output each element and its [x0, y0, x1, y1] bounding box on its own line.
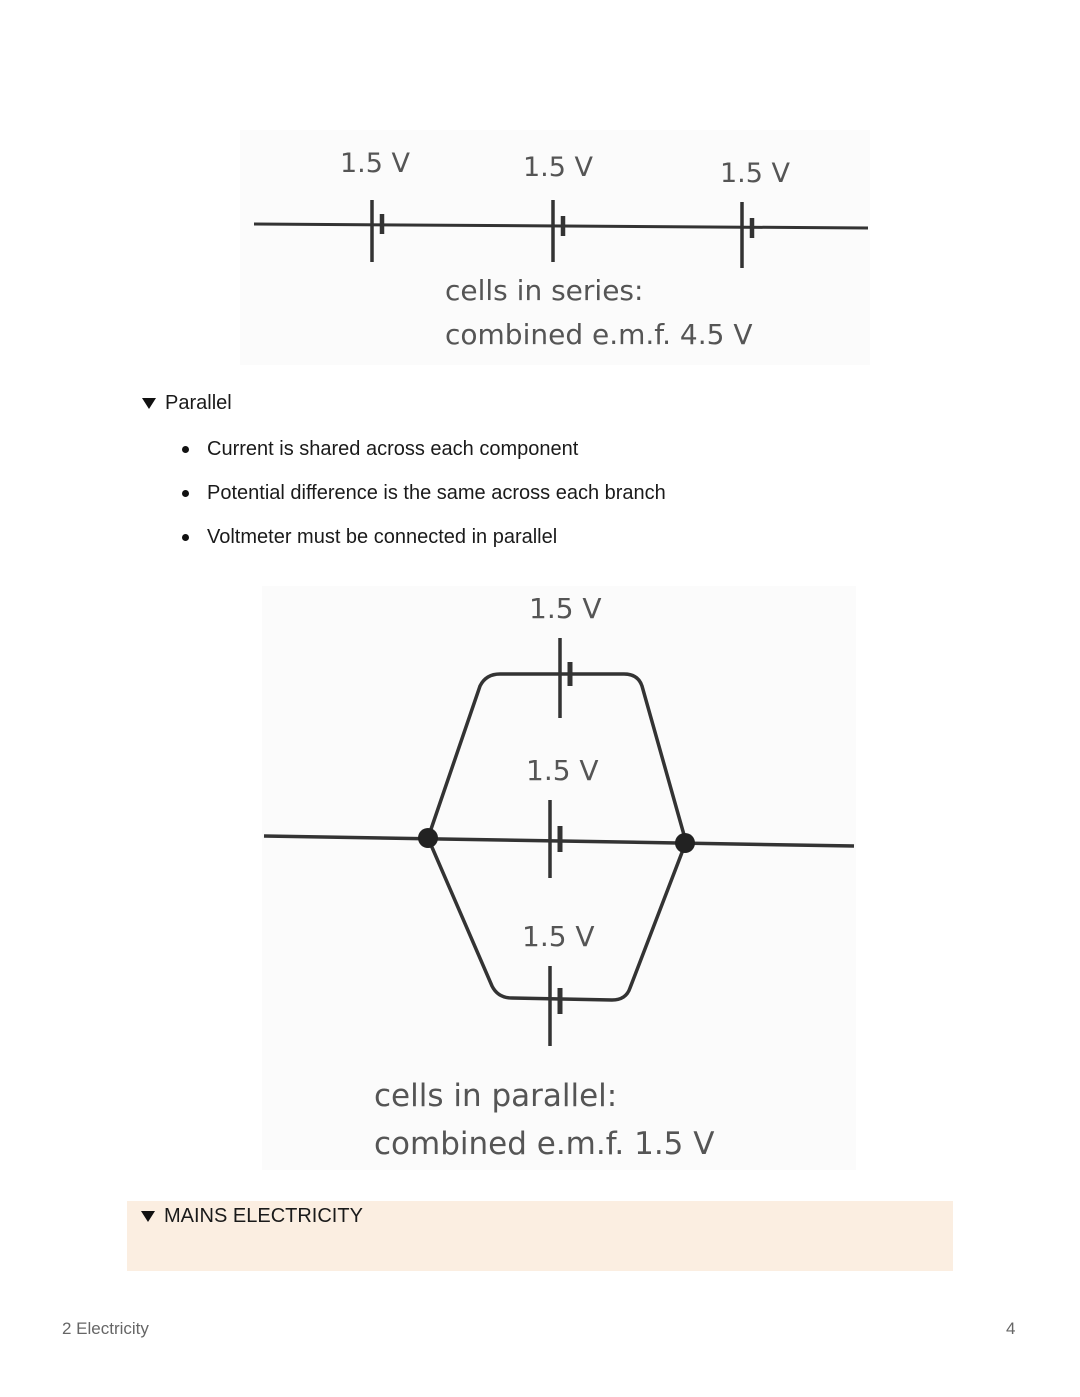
parallel-bullet-list — [178, 434, 878, 566]
footer-page-number: 4 — [1006, 1319, 1016, 1338]
series-caption-line2: combined e.m.f. 4.5 V — [445, 318, 753, 351]
mains-electricity-block — [127, 1201, 953, 1271]
right-junction-dot — [675, 833, 695, 853]
mains-electricity-toggle[interactable] — [141, 1205, 363, 1228]
parallel-cells-diagram — [262, 586, 856, 1170]
series-cell-1-label: 1.5 V — [340, 148, 410, 179]
parallel-heading: Parallel — [165, 392, 232, 414]
series-cells-diagram — [240, 130, 870, 365]
series-cell-2-label: 1.5 V — [523, 152, 593, 183]
mains-heading: MAINS ELECTRICITY — [164, 1205, 363, 1227]
bullet-icon — [182, 446, 189, 453]
bottom-cell-label: 1.5 V — [522, 920, 595, 953]
collapse-triangle-icon — [142, 398, 156, 409]
left-junction-dot — [418, 828, 438, 848]
collapse-triangle-icon — [141, 1211, 155, 1222]
top-cell-label: 1.5 V — [529, 592, 602, 625]
bullet-icon — [182, 534, 189, 541]
footer-section-title: 2 Electricity — [62, 1319, 149, 1338]
parallel-caption-line2: combined e.m.f. 1.5 V — [374, 1126, 715, 1162]
series-cell-3-label: 1.5 V — [720, 158, 790, 189]
bullet-icon — [182, 490, 189, 497]
parallel-caption-line1: cells in parallel: — [374, 1078, 618, 1114]
series-caption-line1: cells in series: — [445, 274, 644, 307]
list-item: Current is shared across each component — [178, 434, 878, 478]
parallel-toggle[interactable] — [142, 392, 232, 415]
list-item: Voltmeter must be connected in parallel — [178, 522, 878, 566]
list-item: Potential difference is the same across each branch — [178, 478, 878, 522]
middle-cell-label: 1.5 V — [526, 754, 599, 787]
